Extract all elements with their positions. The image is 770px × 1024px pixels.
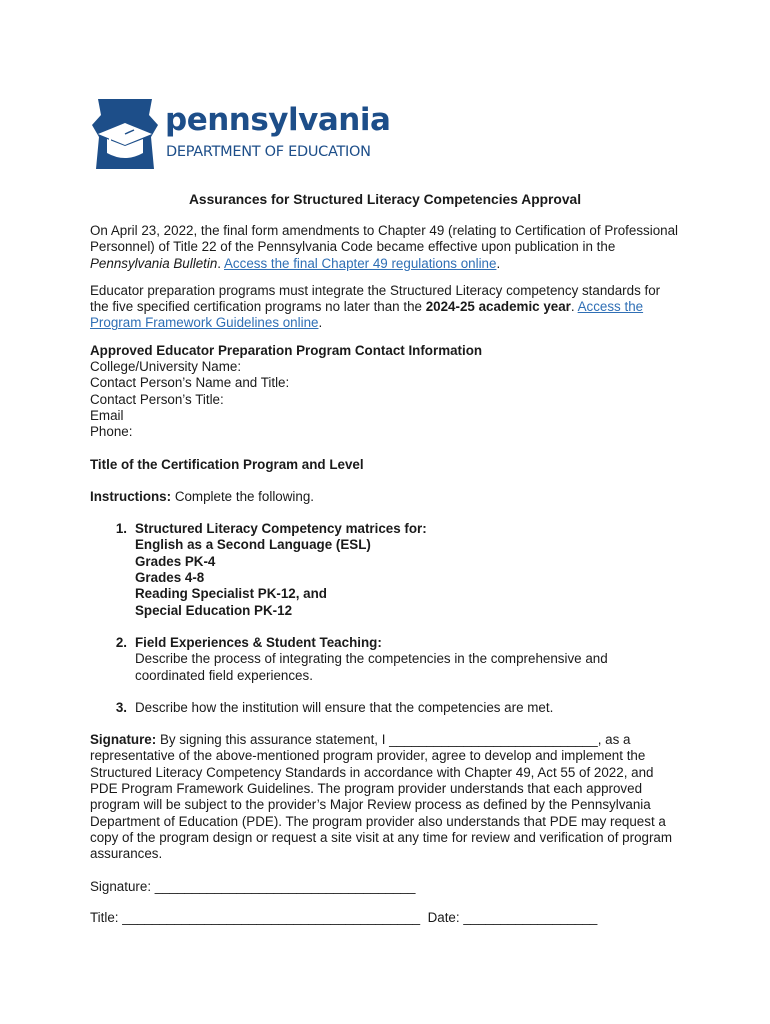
program-reading-specialist: Reading Specialist PK-12, and <box>135 586 327 602</box>
keystone-graduation-cap-icon <box>90 97 160 171</box>
program-pk4: Grades PK-4 <box>135 553 216 569</box>
contact-section <box>90 343 680 441</box>
field-email: Email <box>90 407 124 423</box>
list-item <box>90 700 680 716</box>
document-body <box>90 191 680 926</box>
matrices-heading: Structured Literacy Competency matrices for: <box>135 521 427 537</box>
logo-subtitle: DEPARTMENT OF EDUCATION <box>166 144 371 160</box>
program-special-education: Special Education PK-12 <box>135 602 293 618</box>
program-title-heading: Title of the Certification Program and Level <box>90 456 364 472</box>
signature-statement-text: By signing this assurance statement, I ____________________________, as a representative of the above-mentioned program provider, agree to develop and implement the Structured Literacy Competency Standards in accordance with Chapter 49, Act 55 of 2022, and PDE Program Framework Guidelines. The program provider understands that each approved program will be subject to the provider’s Major Review process as defined by the Pennsylvania Department of Education (PDE). The program provider also understands that PDE may request a copy of the program design or request a site visit at any time for review and verification of program assurances. <box>90 732 673 862</box>
pde-logo <box>90 97 390 171</box>
bulletin-name: Pennsylvania Bulletin <box>90 255 218 271</box>
intro-text-2: . <box>217 255 224 271</box>
title-line: Title: ________________________________________ <box>90 909 421 925</box>
field-experience-heading: Field Experiences & Student Teaching: <box>135 634 382 650</box>
competencies-text: Describe how the institution will ensure that the competencies are met. <box>135 699 554 715</box>
date-line: Date: __________________ <box>427 909 598 925</box>
requirement-text-3: . <box>318 315 323 331</box>
title-date-line <box>90 910 680 926</box>
instructions <box>90 489 680 505</box>
signature-statement <box>90 732 680 862</box>
field-contact-name: Contact Person’s Name and Title: <box>90 375 290 391</box>
chapter-49-link[interactable]: Access the final Chapter 49 regulations online <box>224 255 497 271</box>
intro-text-3: . <box>496 255 501 271</box>
intro-text: On April 23, 2022, the final form amendments to Chapter 49 (relating to Certification of Professional Personnel) of Title 22 of the Pennsylvania Code became effective upon publication in the <box>90 223 679 255</box>
field-experience-text: Describe the process of integrating the competencies in the comprehensive and coordinated field experiences. <box>135 651 608 683</box>
framework-guidelines-link[interactable]: Access the Program Framework Guidelines online <box>90 299 644 331</box>
requirement-paragraph <box>90 283 680 332</box>
logo-title: pennsylvania <box>165 102 391 138</box>
requirement-text-2: . <box>570 299 578 315</box>
list-number: 2. <box>115 634 127 650</box>
intro-paragraph <box>90 223 680 272</box>
program-4-8: Grades 4-8 <box>135 570 205 586</box>
field-contact-title: Contact Person’s Title: <box>90 391 224 407</box>
document-title: Assurances for Structured Literacy Competencies Approval <box>188 192 582 207</box>
signature-statement-label: Signature: <box>90 732 157 748</box>
list-number: 3. <box>115 699 127 715</box>
field-phone: Phone: <box>90 424 133 440</box>
signature-line: Signature: ___________________________________ <box>90 878 416 894</box>
list-number: 1. <box>115 521 127 537</box>
academic-year: 2024-25 academic year <box>425 299 571 315</box>
list-item <box>90 521 680 619</box>
list-item <box>90 635 680 684</box>
instructions-label: Instructions: <box>90 488 172 504</box>
field-college-name: College/University Name: <box>90 359 242 375</box>
instruction-list <box>90 521 680 716</box>
program-esl: English as a Second Language (ESL) <box>135 537 371 553</box>
contact-heading: Approved Educator Preparation Program Contact Information <box>90 342 483 358</box>
instructions-text: Complete the following. <box>171 488 315 504</box>
requirement-text: Educator preparation programs must integrate the Structured Literacy competency standards for the five specified certification programs no later than the <box>90 282 661 315</box>
